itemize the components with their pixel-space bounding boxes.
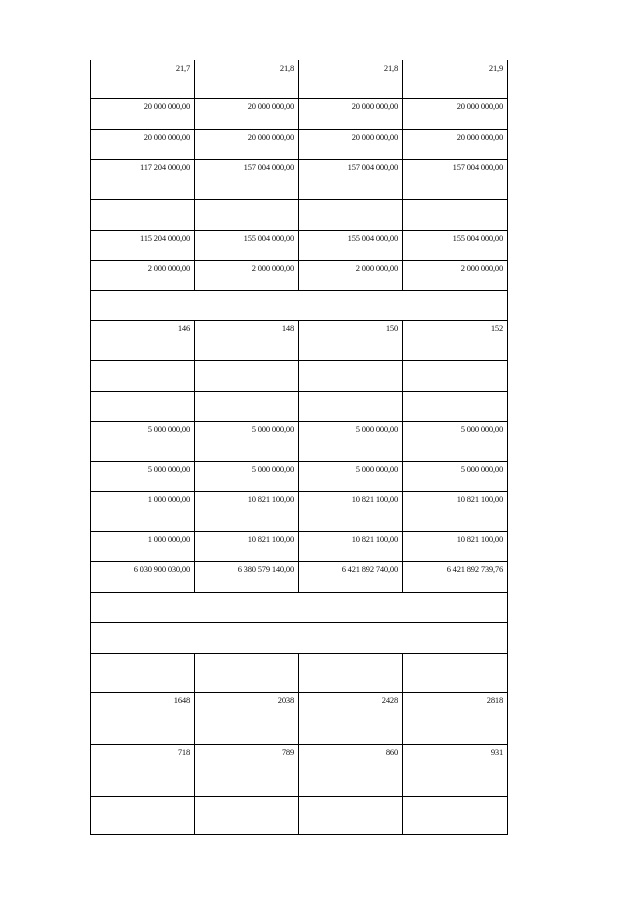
table-cell: 5 000 000,00 [403, 421, 508, 461]
table-cell: 155 004 000,00 [195, 230, 299, 260]
table-row [91, 159, 508, 199]
table-row [91, 744, 508, 796]
table-cell [299, 360, 403, 391]
table-cell [195, 653, 299, 692]
table-cell: 20 000 000,00 [195, 129, 299, 159]
table-cell: 10 821 100,00 [195, 531, 299, 561]
table-cell: 5 000 000,00 [91, 461, 195, 491]
table-cell: 157 004 000,00 [403, 159, 508, 199]
table-cell: 115 204 000,00 [91, 230, 195, 260]
table-cell [299, 653, 403, 692]
table-cell: 150 [299, 320, 403, 360]
table-row [91, 199, 508, 230]
table-cell: 21,7 [91, 60, 195, 98]
table-cell: 718 [91, 744, 195, 796]
table-row [91, 320, 508, 360]
table-cell: 1648 [91, 692, 195, 744]
table-row [91, 60, 508, 98]
table-cell: 6 421 892 740,00 [299, 561, 403, 592]
table-cell: 5 000 000,00 [195, 421, 299, 461]
table-cell: 20 000 000,00 [403, 98, 508, 129]
table-cell: 21,8 [299, 60, 403, 98]
table-row [91, 796, 508, 834]
table-cell [403, 360, 508, 391]
table-cell [403, 653, 508, 692]
table-cell: 157 004 000,00 [195, 159, 299, 199]
table-cell [403, 199, 508, 230]
table-cell: 1 000 000,00 [91, 491, 195, 531]
table-row [91, 561, 508, 592]
table-cell [195, 360, 299, 391]
table-cell: 146 [91, 320, 195, 360]
table-row [91, 129, 508, 159]
table-cell: 5 000 000,00 [91, 421, 195, 461]
table-cell: 2 000 000,00 [403, 260, 508, 290]
table-cell: 5 000 000,00 [403, 461, 508, 491]
table-cell: 152 [403, 320, 508, 360]
table-cell: 789 [195, 744, 299, 796]
table-cell [91, 653, 195, 692]
table-cell: 20 000 000,00 [91, 98, 195, 129]
table-cell [195, 199, 299, 230]
table-cell: 117 204 000,00 [91, 159, 195, 199]
table-cell: 20 000 000,00 [299, 129, 403, 159]
table-cell: 20 000 000,00 [403, 129, 508, 159]
table-cell [195, 391, 299, 421]
table-cell [91, 796, 195, 834]
table-cell-merged [91, 622, 508, 653]
table-row [91, 421, 508, 461]
table-cell [91, 199, 195, 230]
table-row [91, 461, 508, 491]
table-row [91, 260, 508, 290]
table-row [91, 622, 508, 653]
table-cell: 20 000 000,00 [299, 98, 403, 129]
table-cell [299, 391, 403, 421]
table-row [91, 290, 508, 320]
table-cell: 2818 [403, 692, 508, 744]
table-cell: 20 000 000,00 [91, 129, 195, 159]
table-cell-merged [91, 592, 508, 622]
table-cell [299, 796, 403, 834]
table-cell [403, 796, 508, 834]
table-cell: 5 000 000,00 [299, 421, 403, 461]
table-cell [91, 391, 195, 421]
table-cell: 2038 [195, 692, 299, 744]
table-cell: 5 000 000,00 [299, 461, 403, 491]
table-cell: 10 821 100,00 [299, 491, 403, 531]
table-cell: 1 000 000,00 [91, 531, 195, 561]
table-row [91, 360, 508, 391]
table-cell-merged [91, 290, 508, 320]
table-row [91, 592, 508, 622]
table-cell: 155 004 000,00 [403, 230, 508, 260]
table-cell [299, 199, 403, 230]
table-row [91, 391, 508, 421]
table-body [91, 60, 508, 834]
table-cell [195, 796, 299, 834]
table-cell: 931 [403, 744, 508, 796]
table-cell: 21,9 [403, 60, 508, 98]
table-cell: 10 821 100,00 [403, 531, 508, 561]
table-cell: 10 821 100,00 [403, 491, 508, 531]
table-row [91, 98, 508, 129]
table-cell: 20 000 000,00 [195, 98, 299, 129]
table-cell: 155 004 000,00 [299, 230, 403, 260]
table-cell: 2428 [299, 692, 403, 744]
table-cell: 2 000 000,00 [195, 260, 299, 290]
data-table [90, 60, 508, 835]
table-cell: 10 821 100,00 [299, 531, 403, 561]
table-cell: 148 [195, 320, 299, 360]
table-cell: 2 000 000,00 [91, 260, 195, 290]
table-cell: 157 004 000,00 [299, 159, 403, 199]
table-row [91, 491, 508, 531]
table-cell: 21,8 [195, 60, 299, 98]
table-row [91, 230, 508, 260]
table-cell: 2 000 000,00 [299, 260, 403, 290]
table-cell [91, 360, 195, 391]
table-cell: 10 821 100,00 [195, 491, 299, 531]
table-cell: 5 000 000,00 [195, 461, 299, 491]
table-cell: 860 [299, 744, 403, 796]
table-cell [403, 391, 508, 421]
table-row [91, 653, 508, 692]
table-cell: 6 421 892 739,76 [403, 561, 508, 592]
table-row [91, 531, 508, 561]
table-row [91, 692, 508, 744]
table-cell: 6 030 900 030,00 [91, 561, 195, 592]
table-cell: 6 380 579 140,00 [195, 561, 299, 592]
